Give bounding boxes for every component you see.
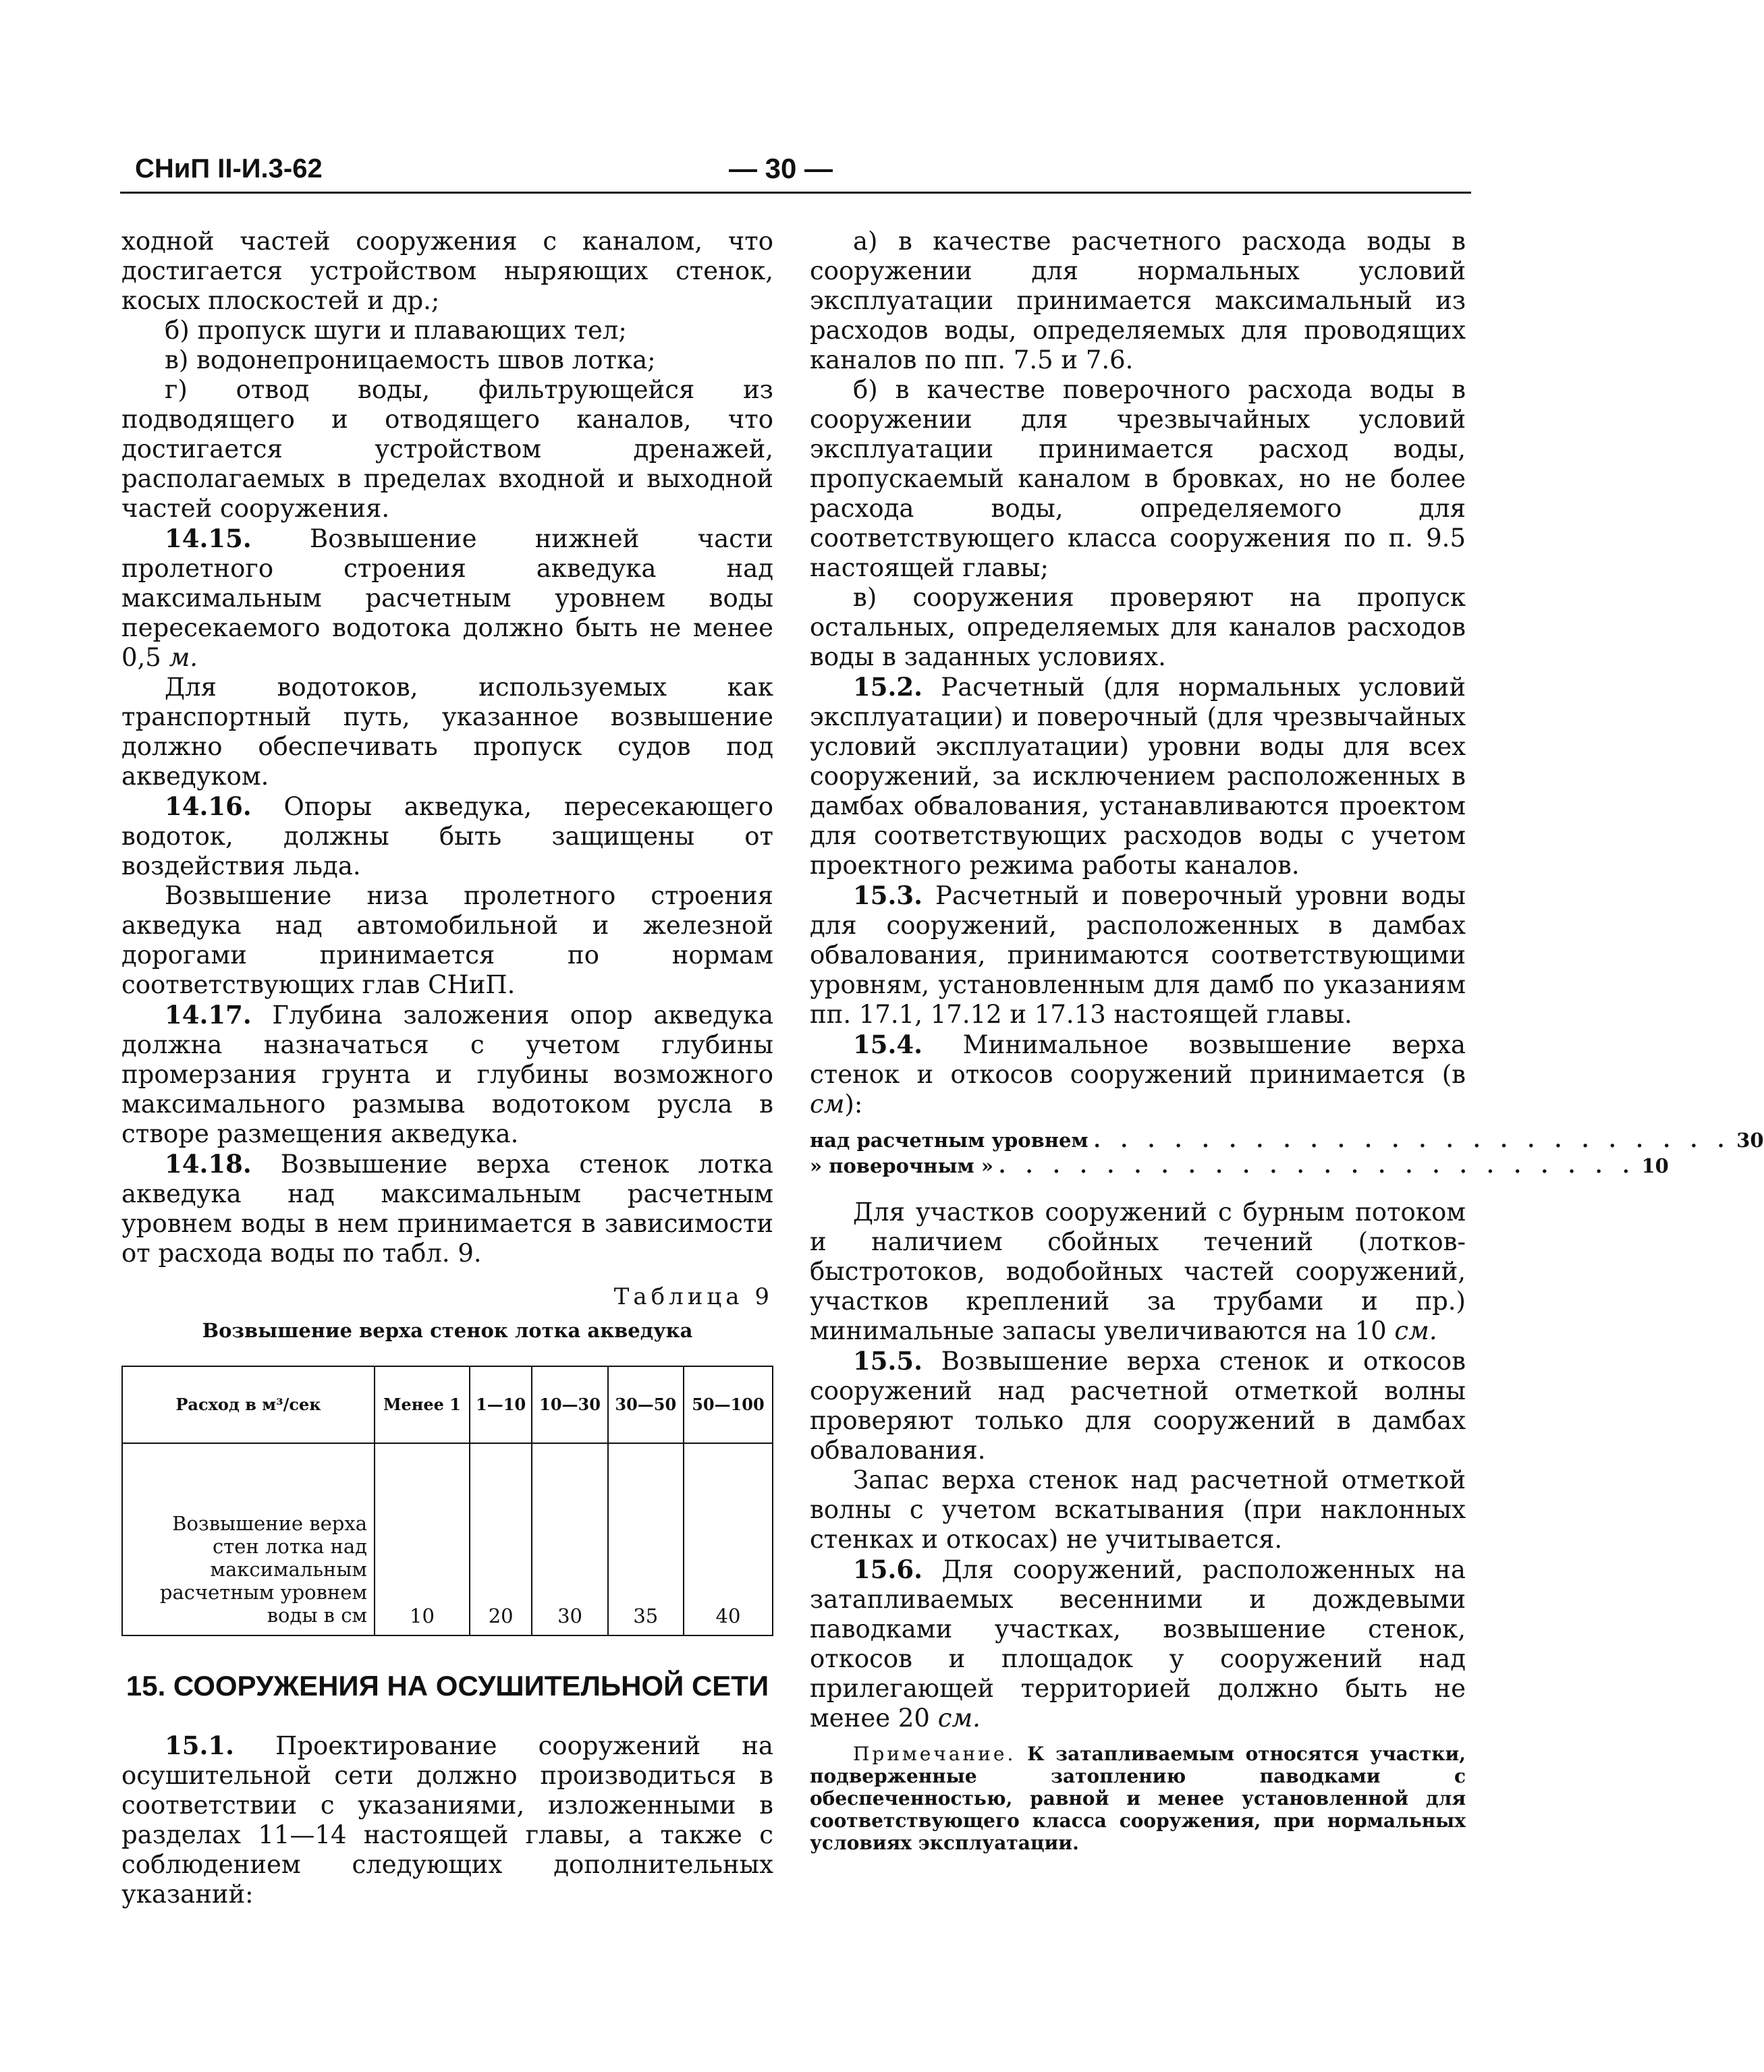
level-row	[810, 1129, 1764, 1152]
page-number: — 30 —	[729, 152, 833, 184]
note-text: К затапливаемым относятся участки, подверженные затоплению паводками с обеспеченностью, равной и менее установленной для соответствующего класса сооружения, при нормальных условиях эксплуатации.	[810, 1743, 1466, 1854]
paragraph: Запас верха стенок над расчетной отметкой волны с учетом вскатывания (при наклонных стенках и откосах) не учитывается.	[810, 1465, 1466, 1554]
clause-number: 15.6.	[853, 1555, 922, 1584]
document-code: СНиП II-И.3-62	[135, 154, 323, 184]
table-col-header: 30—50	[608, 1366, 684, 1443]
table-col-header: 50—100	[684, 1366, 773, 1443]
clause-text: Возвышение верха стенок лотка акведука над максимальным расчетным уровнем воды в нем принимается в зависимости от расхода воды по табл. 9.	[121, 1150, 773, 1268]
level-value: 10	[1641, 1154, 1669, 1177]
table-header-row	[122, 1366, 773, 1443]
list-item-b: б) пропуск шуги и плавающих тел;	[165, 316, 627, 345]
clause-15-4	[810, 1030, 1466, 1119]
leader-dots: . . . . . . . . . . . . . . . . . . . . . . . .	[998, 1154, 1636, 1177]
table-col-header: 10—30	[532, 1366, 607, 1443]
level-label: » поверочным »	[810, 1154, 993, 1177]
list-item-v: в) водонепроницаемость швов лотка;	[165, 345, 656, 374]
unit: м.	[169, 643, 198, 672]
paragraph-text: Для участков сооружений с бурным потоком и наличием сбойных течений (лотков-быстротоков, водобойных частей сооружений, участков креплений за трубами и пр.) минимальные запасы увеличиваются на 10	[810, 1198, 1466, 1345]
list-item-g: г) отвод воды, фильтрующейся из подводящего и отводящего каналов, что достигается устройством дренажей, располагаемых в пределах входной и выходной частей сооружения.	[121, 375, 773, 523]
table-corner-header: Расход в м³/сек	[122, 1366, 375, 1443]
clause-text: Возвышение верха стенок и откосов сооружений над расчетной отметкой волны проверяют только для сооружений в дамбах обвалования.	[810, 1347, 1466, 1465]
unit: см.	[1394, 1316, 1437, 1345]
clause-15-2	[810, 672, 1466, 880]
clause-15-6	[810, 1555, 1466, 1733]
unit: см.	[937, 1704, 981, 1733]
clause-number: 15.3.	[853, 880, 922, 910]
table-cell: 20	[470, 1443, 532, 1635]
clause-text: Минимальное возвышение верха стенок и откосов сооружений принимается (в	[810, 1030, 1466, 1089]
table-row-label: Возвышение верха стен лотка над максимальным расчетным уровнем воды в см	[122, 1443, 375, 1635]
clause-14-18	[121, 1149, 773, 1268]
clause-14-16	[121, 791, 773, 881]
clause-text-end: ):	[844, 1090, 863, 1119]
clause-number: 14.15.	[165, 524, 252, 553]
clause-14-15	[121, 524, 773, 673]
table-row	[122, 1443, 773, 1635]
clause-number: 14.16.	[165, 791, 252, 821]
table-col-header: 1—10	[470, 1366, 532, 1443]
clause-text: Для сооружений, расположенных на затапливаемых весенними и дождевыми паводками участках, возвышение стенок, откосов и площадок у сооружений над прилегающей территорией должно быть не менее 20	[810, 1555, 1466, 1733]
clause-text: Расчетный и поверочный уровни воды для сооружений, расположенных в дамбах обвалования, принимаются соответствующими уровням, установленным для дамб по указаниям пп. 17.1, 17.12 и 17.13 настоящей главы.	[810, 881, 1466, 1029]
level-row	[810, 1154, 1669, 1177]
clause-text: Проектирование сооружений на осушительной сети должно производиться в соответствии с указаниями, изложенными в разделах 11—14 настоящей главы, а также с соблюдением следующих дополнительных указаний:	[121, 1731, 773, 1909]
clause-text: Возвышение нижней части пролетного строения акведука над максимальным расчетным уровнем воды пересекаемого водотока должно быть не менее 0,5	[121, 524, 773, 672]
paragraph: Для водотоков, используемых как транспортный путь, указанное возвышение должно обеспечивать пропуск судов под акведуком.	[121, 673, 773, 791]
unit: см	[810, 1090, 845, 1119]
clause-number: 15.5.	[853, 1346, 922, 1376]
left-column	[121, 227, 773, 1909]
level-label: над расчетным уровнем	[810, 1129, 1088, 1152]
footnote	[810, 1743, 1466, 1854]
clause-text: Опоры акведука, пересекающего водоток, должны быть защищены от воздействия льда.	[121, 792, 773, 880]
clause-15-3	[810, 880, 1466, 1030]
paragraph: ходной частей сооружения с каналом, что достигается устройством ныряющих стенок, косых плоскостей и др.;	[121, 227, 773, 315]
clause-number: 15.1.	[165, 1731, 234, 1760]
paragraph: Возвышение низа пролетного строения акведука над автомобильной и железной дорогами принимается по нормам соответствующих глав СНиП.	[121, 881, 773, 999]
list-item-v: в) сооружения проверяют на пропуск остальных, определяемых для каналов расходов воды в заданных условиях.	[810, 583, 1466, 671]
list-item-a: а) в качестве расчетного расхода воды в сооружении для нормальных условий эксплуатации принимается максимальный из расходов воды, определяемых для проводящих каналов по пп. 7.5 и 7.6.	[810, 227, 1466, 374]
right-column	[810, 227, 1764, 1854]
table-9	[121, 1366, 773, 1636]
header-rule	[120, 192, 1471, 194]
table-caption: Таблица 9	[613, 1283, 773, 1310]
clause-text: Расчетный (для нормальных условий эксплуатации) и поверочный (для чрезвычайных условий эксплуатации) уровни воды для всех сооружений, за исключением расположенных в дамбах обвалования, устанавливаются проектом для соответствующих расходов воды с учетом проектного режима работы каналов.	[810, 673, 1466, 880]
list-item-b: б) в качестве поверочного расхода воды в сооружении для чрезвычайных условий эксплуатации принимается расход воды, пропускаемый каналом в бровках, но не более расхода воды, определяемого для соответствующего класса сооружения по п. 9.5 настоящей главы;	[810, 375, 1466, 582]
clause-15-5	[810, 1346, 1466, 1465]
table-cell: 10	[375, 1443, 470, 1635]
note-title: Примечание.	[853, 1743, 1016, 1765]
clause-number: 14.17.	[165, 1000, 252, 1030]
clause-number: 15.4.	[853, 1030, 922, 1059]
table-title: Возвышение верха стенок лотка акведука	[202, 1319, 693, 1342]
table-col-header: Менее 1	[375, 1366, 470, 1443]
table-cell: 35	[608, 1443, 684, 1635]
clause-15-1	[121, 1731, 773, 1909]
table-cell: 30	[532, 1443, 607, 1635]
clause-number: 14.18.	[165, 1149, 252, 1179]
leader-dots: . . . . . . . . . . . . . . . . . . . . . . . .	[1093, 1129, 1732, 1152]
clause-number: 15.2.	[853, 672, 922, 702]
table-cell: 40	[684, 1443, 773, 1635]
clause-text: Глубина заложения опор акведука должна назначаться с учетом глубины промерзания грунта и глубины возможного максимального размыва водотоком русла в створе размещения акведука.	[121, 1001, 774, 1148]
paragraph	[810, 1198, 1466, 1346]
clause-14-17	[121, 1000, 773, 1149]
section-heading: 15. СООРУЖЕНИЯ НА ОСУШИТЕЛЬНОЙ СЕТИ	[126, 1670, 769, 1702]
level-value: 30	[1736, 1129, 1764, 1152]
